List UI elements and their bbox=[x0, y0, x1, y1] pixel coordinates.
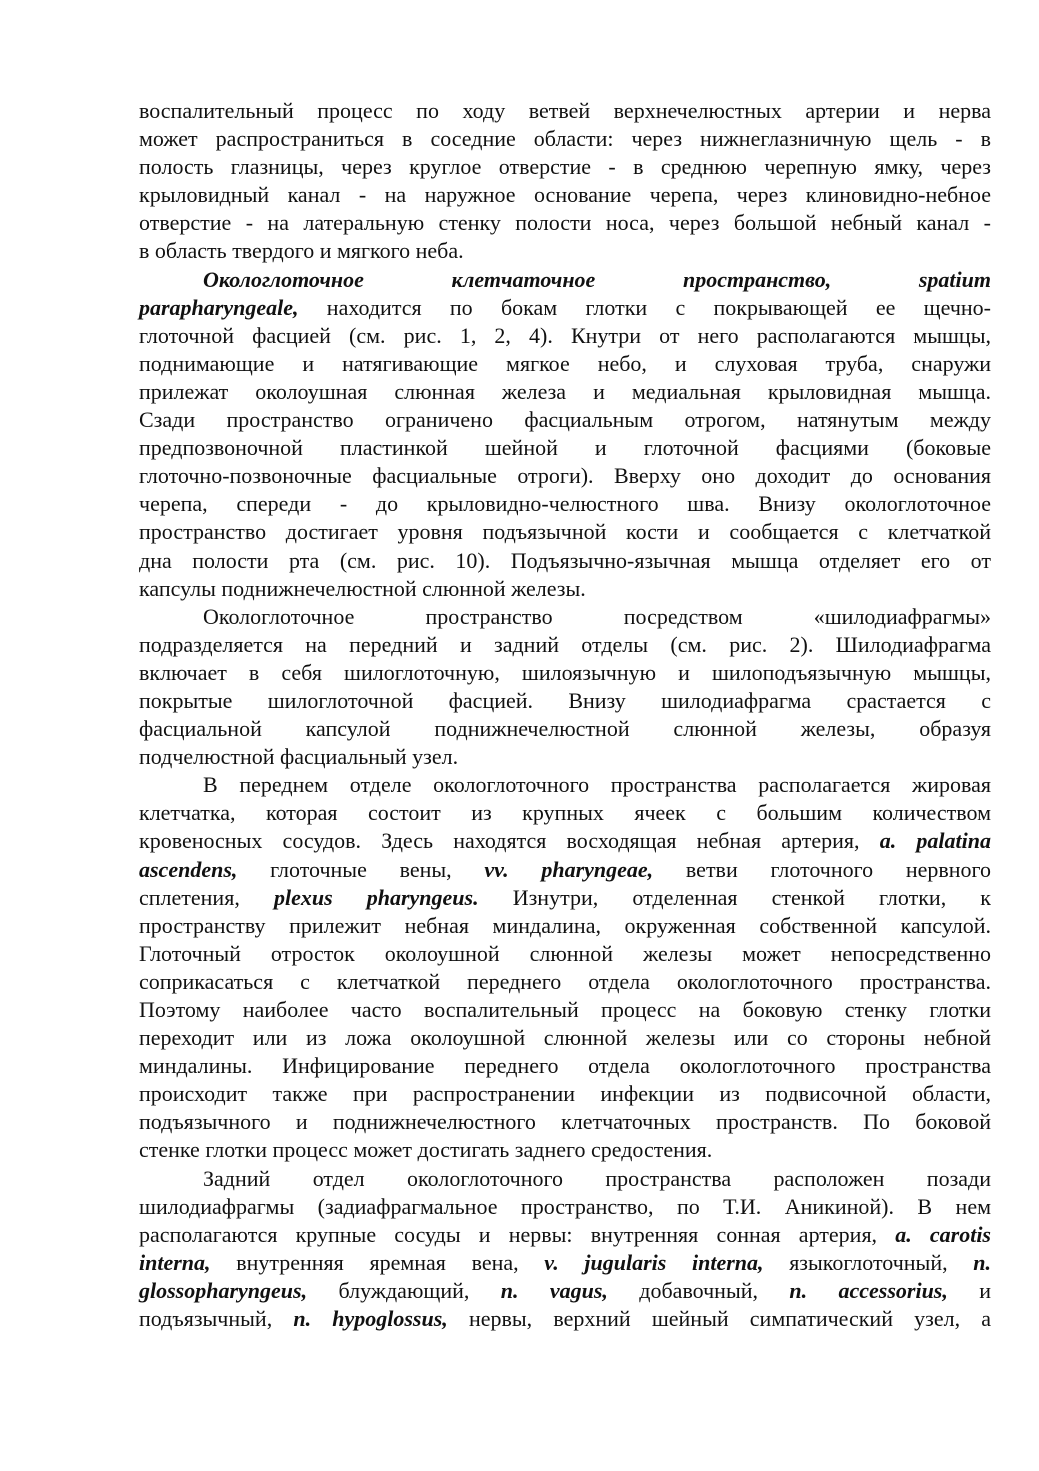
text-line bbox=[139, 603, 991, 631]
text-line bbox=[139, 434, 991, 462]
text-run: глоточно-позвоночные фасциальные отроги). Вверху оно доходит до основания bbox=[139, 463, 991, 489]
text-run: находится по бокам глотки с покрывающей ее щечно- bbox=[298, 294, 991, 320]
text-line bbox=[139, 659, 991, 687]
paragraph bbox=[139, 771, 991, 1164]
latin-term: Окологлоточное клетчаточное пространство, spatium bbox=[203, 266, 991, 292]
text-line bbox=[139, 322, 991, 350]
text-run: подъязычный, bbox=[139, 1306, 294, 1332]
latin-term: n. accessorius, bbox=[789, 1277, 948, 1303]
text-run: подразделяется на передний и задний отделы (см. рис. 2). Шилодиафрагма bbox=[139, 631, 991, 657]
text-run: поднимающие и натягивающие мягкое небо, и слуховая труба, снаружи bbox=[139, 350, 991, 376]
text-line bbox=[139, 827, 991, 855]
text-line bbox=[139, 406, 991, 434]
text-line bbox=[139, 631, 991, 659]
text-line bbox=[139, 884, 991, 912]
text-run: кровеносных сосудов. Здесь находятся восходящая небная артерия, bbox=[139, 828, 880, 854]
text-line bbox=[139, 518, 991, 546]
text-run: дна полости рта (см. рис. 10). Подъязычно-язычная мышца отделяет его от bbox=[139, 547, 991, 573]
text-line bbox=[139, 912, 991, 940]
text-run: стенке глотки процесс может достигать заднего средостения. bbox=[139, 1137, 713, 1163]
text-run: соприкасаться с клетчаткой переднего отдела окологлоточного пространства. bbox=[139, 968, 991, 994]
text-run: шилодиафрагмы (задиафрагмальное пространство, по Т.И. Аникиной). В нем bbox=[139, 1193, 991, 1219]
text-line bbox=[139, 996, 991, 1024]
text-run: Сзади пространство ограничено фасциальным отрогом, натянутым между bbox=[139, 407, 991, 433]
text-line bbox=[139, 771, 991, 799]
text-run: подъязычного и поднижнечелюстного клетчаточных пространств. По боковой bbox=[139, 1109, 991, 1135]
text-line bbox=[139, 97, 991, 125]
text-run: добавочный, bbox=[607, 1277, 790, 1303]
text-run: черепа, спереди - до крыловидно-челюстного шва. Внизу окологлоточное bbox=[139, 491, 991, 517]
text-line bbox=[139, 799, 991, 827]
text-run: покрытые шилоглоточной фасцией. Внизу шилодиафрагма срастается с bbox=[139, 687, 991, 713]
text-run: и bbox=[947, 1277, 992, 1303]
text-run: Изнутри, отделенная стенкой глотки, к bbox=[478, 884, 991, 910]
latin-term: interna, bbox=[139, 1249, 211, 1275]
text-line bbox=[139, 687, 991, 715]
text-line bbox=[139, 294, 991, 322]
text-run: блуждающий, bbox=[307, 1277, 501, 1303]
text-line bbox=[139, 575, 991, 603]
text-run: переходит или из ложа околоушной слюнной железы или со стороны небной bbox=[139, 1025, 991, 1051]
text-line bbox=[139, 266, 991, 294]
text-line bbox=[139, 856, 991, 884]
latin-term: a. palatina bbox=[879, 828, 991, 854]
text-run: крыловидный канал - на наружное основание черепа, через клиновидно-небное bbox=[139, 182, 991, 208]
text-run: капсулы поднижнечелюстной слюнной железы. bbox=[139, 575, 586, 601]
text-run: включает в себя шилоглоточную, шилоязычную и шилоподъязычную мышцы, bbox=[139, 659, 991, 685]
paragraph bbox=[139, 603, 991, 772]
text-line bbox=[139, 153, 991, 181]
text-run: клетчатка, которая состоит из крупных ячеек с большим количеством bbox=[139, 800, 991, 826]
latin-term: a. carotis bbox=[895, 1221, 991, 1247]
latin-term: n. hypoglossus, bbox=[293, 1306, 448, 1332]
latin-term: ascendens, bbox=[139, 856, 238, 882]
text-line bbox=[139, 968, 991, 996]
text-line bbox=[139, 1193, 991, 1221]
text-line bbox=[139, 1080, 991, 1108]
text-line bbox=[139, 1052, 991, 1080]
text-run: языкоглоточный, bbox=[763, 1249, 974, 1275]
text-run: прилежат околоушная слюнная железа и медиальная крыловидная мышца. bbox=[139, 378, 991, 404]
document-page bbox=[139, 97, 991, 1333]
text-run: отверстие - на латеральную стенку полости носа, через большой небный канал - bbox=[139, 210, 991, 236]
text-run: глоточной фасцией (см. рис. 1, 2, 4). Кнутри от него располагаются мышцы, bbox=[139, 322, 991, 348]
text-line bbox=[139, 547, 991, 575]
latin-term: v. jugularis interna, bbox=[544, 1249, 764, 1275]
text-run: фасциальной капсулой поднижнечелюстной слюнной железы, образуя bbox=[139, 716, 991, 742]
text-run: сплетения, bbox=[139, 884, 274, 910]
text-run: глоточные вены, bbox=[237, 856, 485, 882]
text-line bbox=[139, 237, 991, 265]
text-line bbox=[139, 1108, 991, 1136]
text-line bbox=[139, 715, 991, 743]
paragraph bbox=[139, 97, 991, 266]
latin-term: n. vagus, bbox=[500, 1277, 608, 1303]
text-run: внутренняя яремная вена, bbox=[210, 1249, 545, 1275]
text-run: пространство достигает уровня подъязычной кости и сообщается с клетчаткой bbox=[139, 519, 991, 545]
text-run: миндалины. Инфицирование переднего отдела окологлоточного пространства bbox=[139, 1053, 991, 1079]
text-run: Глоточный отросток околоушной слюнной железы может непосредственно bbox=[139, 940, 991, 966]
latin-term: plexus pharyngeus. bbox=[273, 884, 479, 910]
text-line bbox=[139, 1136, 991, 1164]
text-line bbox=[139, 350, 991, 378]
text-line bbox=[139, 1221, 991, 1249]
text-run: воспалительный процесс по ходу ветвей верхнечелюстных артерии и нерва bbox=[139, 98, 991, 123]
text-line bbox=[139, 1305, 991, 1333]
text-line bbox=[139, 125, 991, 153]
paragraph bbox=[139, 266, 991, 603]
text-line bbox=[139, 490, 991, 518]
text-run: ветви глоточного нервного bbox=[653, 856, 992, 882]
text-run: в область твердого и мягкого неба. bbox=[139, 238, 464, 264]
text-run: Окологлоточное пространство посредством «шилодиафрагмы» bbox=[203, 603, 991, 629]
text-run: Задний отдел окологлоточного пространства расположен позади bbox=[203, 1165, 991, 1191]
text-line bbox=[139, 378, 991, 406]
latin-term: glossopharyngeus, bbox=[139, 1277, 308, 1303]
text-line bbox=[139, 181, 991, 209]
text-run: может распространиться в соседние области: через нижнеглазничную щель - в bbox=[139, 126, 991, 152]
text-line bbox=[139, 462, 991, 490]
text-line bbox=[139, 1165, 991, 1193]
latin-term: n. bbox=[973, 1249, 992, 1275]
latin-term: parapharyngeale, bbox=[139, 294, 299, 320]
text-run: нервы, верхний шейный симпатический узел, а bbox=[447, 1306, 991, 1332]
text-line bbox=[139, 1024, 991, 1052]
text-line bbox=[139, 209, 991, 237]
text-run: полость глазницы, через круглое отверстие - в среднюю черепную ямку, через bbox=[139, 154, 991, 180]
paragraph bbox=[139, 1165, 991, 1334]
text-line bbox=[139, 743, 991, 771]
text-line bbox=[139, 1249, 991, 1277]
text-run: располагаются крупные сосуды и нервы: внутренняя сонная артерия, bbox=[139, 1221, 896, 1247]
text-run: В переднем отделе окологлоточного пространства располагается жировая bbox=[203, 772, 991, 798]
text-line bbox=[139, 940, 991, 968]
text-run: подчелюстной фасциальный узел. bbox=[139, 744, 459, 770]
text-run: Поэтому наиболее часто воспалительный процесс на боковую стенку глотки bbox=[139, 997, 991, 1022]
latin-term: vv. pharyngeae, bbox=[484, 856, 654, 882]
text-run: происходит также при распространении инфекции из подвисочной области, bbox=[139, 1081, 991, 1107]
text-run: пространству прилежит небная миндалина, окруженная собственной капсулой. bbox=[139, 912, 991, 938]
text-line bbox=[139, 1277, 991, 1305]
text-run: предпозвоночной пластинкой шейной и глоточной фасциями (боковые bbox=[139, 435, 991, 461]
